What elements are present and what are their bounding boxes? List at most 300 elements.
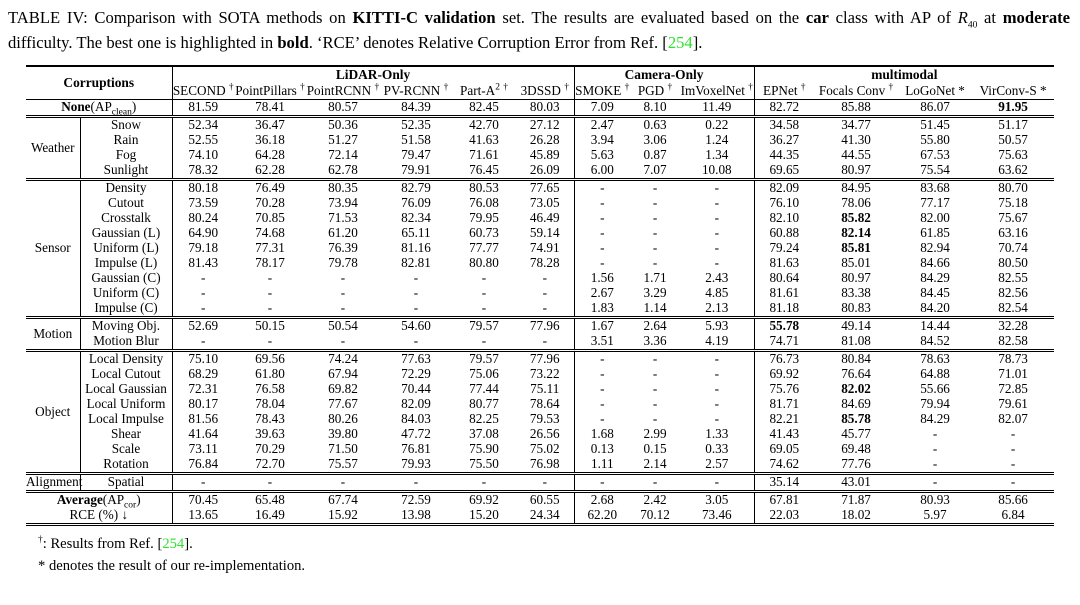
table-cell: 55.80	[920, 132, 950, 148]
table-cell: -	[574, 256, 630, 271]
column-group-label: Camera-Only	[574, 66, 754, 83]
table-cell: 78.06	[841, 195, 871, 211]
table-cell: -	[267, 270, 273, 286]
table-cell: 32.28	[998, 318, 1028, 334]
table-head	[26, 66, 1054, 100]
table-cell: 82.21	[754, 412, 814, 427]
table-cell: 79.18	[172, 241, 234, 256]
table-cell: 4.19	[705, 333, 729, 349]
text-segment: 2	[495, 82, 500, 93]
table-cell: 55.78	[754, 317, 814, 334]
table-cell: 47.72	[401, 426, 431, 442]
table-cell: 62.20	[574, 508, 630, 525]
table-row	[26, 397, 1054, 412]
table-cell: 63.16	[998, 225, 1028, 241]
table-cell: -	[542, 270, 547, 286]
table-cell: 81.63	[754, 256, 814, 271]
table-cell: 79.78	[328, 255, 358, 271]
table-cell: -	[542, 285, 547, 301]
table-cell: 75.54	[920, 162, 950, 178]
corruption-label: Gaussian (L)	[80, 226, 172, 241]
table-cell: 3.29	[643, 285, 667, 301]
table-cell: 65.11	[401, 225, 431, 241]
table-cell: 46.49	[529, 210, 560, 226]
table-cell: 61.20	[328, 225, 358, 241]
text-segment: 3DSSD	[520, 82, 565, 98]
text-segment: difficulty. The best one is highlighted in	[8, 32, 278, 52]
table-cell: 64.88	[920, 366, 950, 382]
method-name	[754, 83, 814, 100]
method-name	[972, 83, 1054, 100]
footnote-dagger	[38, 533, 1080, 556]
table-cell: -	[481, 285, 487, 301]
table-cell: 82.25	[469, 411, 499, 427]
table-cell: 84.52	[920, 333, 950, 349]
table-cell: 3.06	[643, 132, 667, 148]
table-cell: 76.10	[754, 196, 814, 211]
table-cell: 76.08	[469, 195, 499, 211]
table-cell: 61.80	[255, 366, 285, 382]
table-cell: 1.24	[705, 132, 729, 148]
table-cell: 2.99	[643, 426, 667, 442]
table-cell: 2.42	[643, 492, 667, 508]
table-cell: 78.64	[529, 396, 560, 412]
table-row	[26, 211, 1054, 226]
table-cell: -	[574, 382, 630, 397]
table-cell: -	[932, 426, 938, 442]
table-cell: 36.18	[255, 132, 285, 148]
table-cell: 69.65	[754, 163, 814, 180]
table-cell: 76.64	[841, 366, 871, 382]
text-segment: VirConv-S	[979, 82, 1040, 98]
table-cell: 77.67	[328, 396, 358, 412]
table-cell: 79.57	[469, 318, 499, 334]
table-cell: 81.08	[841, 333, 871, 349]
table-cell: 1.71	[643, 270, 667, 286]
table-cell: 0.63	[643, 117, 667, 133]
table-cell: -	[574, 350, 630, 367]
table-row	[26, 473, 1054, 491]
corruption-label: Local Uniform	[80, 397, 172, 412]
table-row	[26, 382, 1054, 397]
method-name	[234, 83, 306, 100]
table-cell: -	[481, 474, 487, 490]
table-cell: 7.07	[643, 162, 667, 178]
text-segment: Average	[56, 492, 103, 508]
table-cell: 70.45	[172, 491, 234, 508]
table-cell: -	[714, 351, 719, 367]
table-cell: 50.54	[328, 318, 358, 334]
table-cell: 72.31	[172, 382, 234, 397]
table-cell: 2.67	[574, 286, 630, 301]
table-cell: -	[542, 333, 547, 349]
corruptions-header: Corruptions	[63, 74, 135, 90]
table-cell: 76.84	[172, 457, 234, 474]
table-cell: 68.29	[172, 367, 234, 382]
corruption-label: Motion Blur	[80, 334, 172, 351]
table-cell: 62.28	[255, 162, 285, 178]
table-cell: 79.53	[529, 411, 560, 427]
table-cell: 80.77	[469, 396, 499, 412]
table-cell: 82.58	[998, 333, 1028, 349]
table-cell: -	[481, 333, 487, 349]
text-segment: car	[805, 8, 829, 27]
table-cell: 75.11	[530, 381, 560, 397]
table-cell: 84.69	[841, 396, 871, 412]
table-row	[26, 116, 1054, 133]
table-cell: 64.28	[255, 147, 285, 163]
category-label: Weather	[30, 139, 75, 155]
table-cell: 72.70	[255, 456, 285, 472]
table-cell: -	[172, 473, 234, 491]
corruption-label: Moving Obj.	[80, 317, 172, 334]
table-cell: -	[481, 270, 487, 286]
table-cell: 50.36	[328, 117, 358, 133]
table-cell: 80.53	[469, 180, 499, 196]
table-row	[26, 226, 1054, 241]
text-segment: cor	[124, 500, 137, 511]
table-cell: 15.92	[328, 507, 358, 523]
corruption-label: Snow	[80, 116, 172, 133]
table-cell: -	[714, 240, 719, 256]
table-cell: -	[574, 397, 630, 412]
table-cell: 34.58	[754, 116, 814, 133]
table-cell: 80.57	[328, 99, 358, 115]
table-cell: 1.14	[643, 300, 667, 316]
table-cell: 79.94	[920, 396, 950, 412]
table-cell: 0.15	[643, 441, 667, 457]
table-cell: 36.47	[255, 117, 285, 133]
table-cell: 60.73	[469, 225, 499, 241]
table-row	[26, 133, 1054, 148]
text-segment: †	[624, 82, 630, 93]
text-segment: TABLE IV: Comparison with SOTA methods on	[8, 8, 353, 27]
table-cell: 75.10	[172, 350, 234, 367]
table-cell: 84.45	[920, 285, 950, 301]
method-name	[574, 83, 630, 100]
table-cell: -	[267, 285, 273, 301]
table-cell: -	[652, 210, 658, 226]
table-cell: 82.00	[920, 210, 950, 226]
table-cell: 71.53	[328, 210, 358, 226]
table-cell: -	[172, 301, 234, 318]
table-cell: -	[172, 271, 234, 286]
method-name	[898, 83, 972, 100]
table-cell: 78.43	[255, 411, 285, 427]
table-row	[26, 256, 1054, 271]
table-cell: 84.39	[401, 99, 431, 115]
table-row	[26, 179, 1054, 196]
table-cell: 61.85	[920, 225, 950, 241]
table-cell: 50.15	[255, 318, 285, 334]
method-name	[516, 83, 574, 100]
table-cell: 81.18	[754, 301, 814, 318]
table-row	[26, 163, 1054, 180]
table-cell: 73.46	[701, 507, 732, 523]
text-segment: : Results from Ref. [	[42, 535, 163, 552]
table-cell: 77.96	[529, 351, 560, 367]
text-segment: * denotes the result of our re-implementation.	[38, 558, 306, 575]
table-cell: 2.68	[574, 491, 630, 508]
table-cell: 69.92	[469, 492, 499, 508]
text-segment: ].	[184, 535, 193, 552]
table-cell: -	[714, 255, 719, 271]
text-segment: †	[300, 82, 305, 93]
table-cell: -	[574, 473, 630, 491]
table-cell: 79.57	[469, 351, 499, 367]
corruption-label: Cutout	[80, 196, 172, 211]
table-cell: 81.59	[172, 99, 234, 116]
table-cell: 10.08	[701, 162, 732, 178]
table-cell: 15.20	[469, 507, 499, 523]
results-table	[26, 65, 1054, 526]
table-cell: 1.83	[574, 301, 630, 318]
table-cell: 75.18	[998, 195, 1028, 211]
text-segment: bold	[277, 32, 309, 52]
table-cell: 2.64	[643, 318, 667, 334]
table-cell: 73.11	[172, 442, 234, 457]
table-cell: 3.94	[574, 133, 630, 148]
corruption-label: Local Density	[80, 350, 172, 367]
text-segment: clean	[111, 107, 132, 118]
table-cell: -	[413, 333, 419, 349]
table-cell: 1.68	[574, 427, 630, 442]
table-cell: 67.53	[920, 147, 950, 163]
table-cell: 73.94	[328, 195, 358, 211]
table-cell: -	[413, 270, 419, 286]
corruption-label: Crosstalk	[80, 211, 172, 226]
table-cell: 51.58	[401, 132, 431, 148]
table-cell: 76.73	[754, 350, 814, 367]
table-row	[26, 148, 1054, 163]
corruption-label: Uniform (C)	[80, 286, 172, 301]
text-segment: ].	[692, 32, 703, 52]
table-cell: 45.89	[529, 147, 560, 163]
text-segment: EPNet	[763, 82, 801, 98]
table-cell: 1.34	[705, 147, 729, 163]
table-cell: 52.34	[172, 116, 234, 133]
text-segment: )	[136, 492, 141, 508]
corruption-label: Fog	[80, 148, 172, 163]
table-cell: 78.41	[255, 99, 285, 115]
table-cell: 83.68	[920, 180, 950, 196]
table-cell: 82.07	[998, 411, 1028, 427]
table-cell: -	[413, 285, 419, 301]
table-cell: 85.01	[841, 255, 871, 271]
table-cell: 71.87	[841, 492, 871, 508]
table-cell: 65.48	[255, 492, 285, 508]
table-cell: 84.29	[920, 411, 950, 427]
table-cell: 71.01	[998, 366, 1028, 382]
group-motion	[26, 317, 1054, 350]
method-name	[680, 83, 754, 100]
text-segment: set. The results are evaluated based on the	[495, 8, 806, 27]
table-cell: 52.69	[172, 317, 234, 334]
table-cell: 69.05	[754, 442, 814, 457]
table-cell: 70.12	[640, 507, 670, 523]
table-cell: 2.57	[705, 456, 729, 472]
text-segment: )	[131, 99, 137, 115]
table-cell: -	[714, 474, 719, 490]
table-cell: 0.87	[643, 147, 667, 163]
table-row	[26, 350, 1054, 367]
row-label	[26, 508, 172, 525]
table-row	[26, 99, 1054, 116]
table-cell: 1.11	[574, 457, 630, 474]
table-cell: 26.56	[529, 426, 560, 442]
table-cell: 80.03	[529, 99, 560, 115]
table-cell: -	[340, 270, 346, 286]
table-cell: 86.07	[920, 99, 950, 115]
table-cell: 1.56	[574, 271, 630, 286]
citation-link[interactable]: 254	[667, 32, 693, 52]
table-cell: -	[574, 367, 630, 382]
table-cell: 41.63	[469, 132, 499, 148]
table-cell: -	[652, 381, 658, 397]
corruption-label: Impulse (L)	[80, 256, 172, 271]
text-segment: KITTI-C validation	[352, 8, 496, 27]
table-cell: -	[574, 412, 630, 427]
table-cell: 78.63	[920, 351, 950, 367]
table-cell: 2.47	[574, 116, 630, 133]
table-cell: 80.64	[754, 271, 814, 286]
table-cell: 74.24	[328, 351, 358, 367]
table-cell: -	[267, 333, 273, 349]
table-cell: 37.08	[469, 426, 499, 442]
table-cell: 82.72	[754, 99, 814, 116]
table-cell: -	[340, 474, 346, 490]
method-name	[172, 83, 234, 100]
table-cell: 80.70	[998, 180, 1028, 196]
table-cell: -	[267, 474, 273, 490]
text-segment: LoGoNet	[905, 82, 959, 98]
table-cell: 2.43	[705, 270, 729, 286]
table-cell: 76.49	[255, 180, 285, 196]
table-row	[26, 442, 1054, 457]
table-cell: 81.16	[401, 240, 431, 256]
text-segment: †	[374, 82, 380, 93]
table-cell: 79.61	[998, 396, 1028, 412]
column-group-label: LiDAR-Only	[172, 66, 574, 83]
table-cell: -	[652, 411, 658, 427]
table-cell: 79.47	[401, 147, 431, 163]
table-cell: 2.13	[705, 300, 729, 316]
table-cell: -	[652, 474, 658, 490]
table-cell: -	[1010, 426, 1016, 442]
table-cell: -	[714, 381, 719, 397]
table-cell: 16.49	[255, 507, 285, 523]
table-row	[26, 196, 1054, 211]
footnote-asterisk	[38, 555, 1080, 578]
table-cell: 76.81	[401, 441, 431, 457]
table-cell: 82.79	[401, 180, 431, 196]
table-cell: -	[652, 255, 658, 271]
table-cell: 84.03	[401, 411, 431, 427]
table-cell: -	[413, 474, 419, 490]
table-cell: 80.24	[172, 211, 234, 226]
table-cell: 71.50	[328, 441, 358, 457]
table-cell: 26.09	[529, 162, 560, 178]
table-cell: 85.88	[841, 99, 871, 115]
table-cell: 77.77	[469, 240, 499, 256]
text-segment: PointRCNN	[306, 82, 375, 98]
table-cell: 69.82	[328, 381, 358, 397]
table-row	[26, 412, 1054, 427]
table-cell: 72.85	[998, 381, 1028, 397]
table-row	[26, 271, 1054, 286]
corruption-label: Uniform (L)	[80, 241, 172, 256]
table-cell: 42.70	[469, 117, 499, 133]
table-cell: 50.57	[998, 132, 1028, 148]
table-cell: 91.95	[998, 99, 1028, 115]
table-cell: 82.10	[754, 211, 814, 226]
row-label	[26, 491, 172, 511]
table-cell: 73.05	[529, 195, 560, 211]
table-cell: 82.94	[920, 240, 950, 256]
table-cell: -	[652, 180, 658, 196]
category-label: Sensor	[34, 240, 71, 256]
table-cell: 76.98	[529, 456, 560, 472]
table-cell: 72.59	[401, 492, 431, 508]
text-segment: (AP	[90, 99, 112, 115]
table-cell: 67.94	[328, 366, 358, 382]
citation-link[interactable]: 254	[162, 535, 185, 552]
table-cell: 75.76	[754, 382, 814, 397]
table-row	[26, 491, 1054, 508]
table-cell: 72.29	[401, 366, 431, 382]
table-cell: 82.09	[754, 179, 814, 196]
table-cell: -	[340, 285, 346, 301]
table-cell: 75.57	[328, 456, 358, 472]
text-segment: PointPillars	[235, 82, 301, 98]
text-segment: PV-RCNN	[383, 82, 444, 98]
text-segment: †	[748, 82, 753, 93]
corruption-label: Scale	[80, 442, 172, 457]
table-cell: -	[172, 286, 234, 301]
table-row	[26, 317, 1054, 334]
table-cell: 84.29	[920, 270, 950, 286]
table-cell: 77.31	[255, 240, 285, 256]
table-cell: 74.71	[754, 334, 814, 351]
table-cell: -	[714, 366, 719, 382]
table-cell: 6.00	[574, 163, 630, 180]
table-cell: 79.95	[469, 210, 499, 226]
corruption-label: Gaussian (C)	[80, 271, 172, 286]
table-row	[26, 334, 1054, 351]
table-cell: -	[714, 225, 719, 241]
table-cell: 34.77	[841, 117, 871, 133]
table-row	[26, 457, 1054, 474]
table-cell: 69.48	[841, 441, 871, 457]
group-sensor	[26, 179, 1054, 317]
table-cell: -	[340, 300, 346, 316]
table-row	[26, 508, 1054, 525]
table-cell: 82.45	[469, 99, 499, 115]
method-name	[452, 83, 516, 100]
table-cell: 1.67	[574, 317, 630, 334]
table-cell: 3.51	[574, 334, 630, 351]
text-segment: SMOKE	[575, 82, 625, 98]
table-cell: 27.12	[529, 117, 560, 133]
corruption-label: Density	[80, 179, 172, 196]
table-cell: 76.45	[469, 162, 499, 178]
table-cell: 78.73	[998, 351, 1028, 367]
table-cell: -	[714, 195, 719, 211]
table-cell: 79.93	[401, 456, 431, 472]
table-cell: 74.62	[754, 457, 814, 474]
table-cell: 41.30	[841, 132, 871, 148]
table-cell: 36.27	[754, 133, 814, 148]
